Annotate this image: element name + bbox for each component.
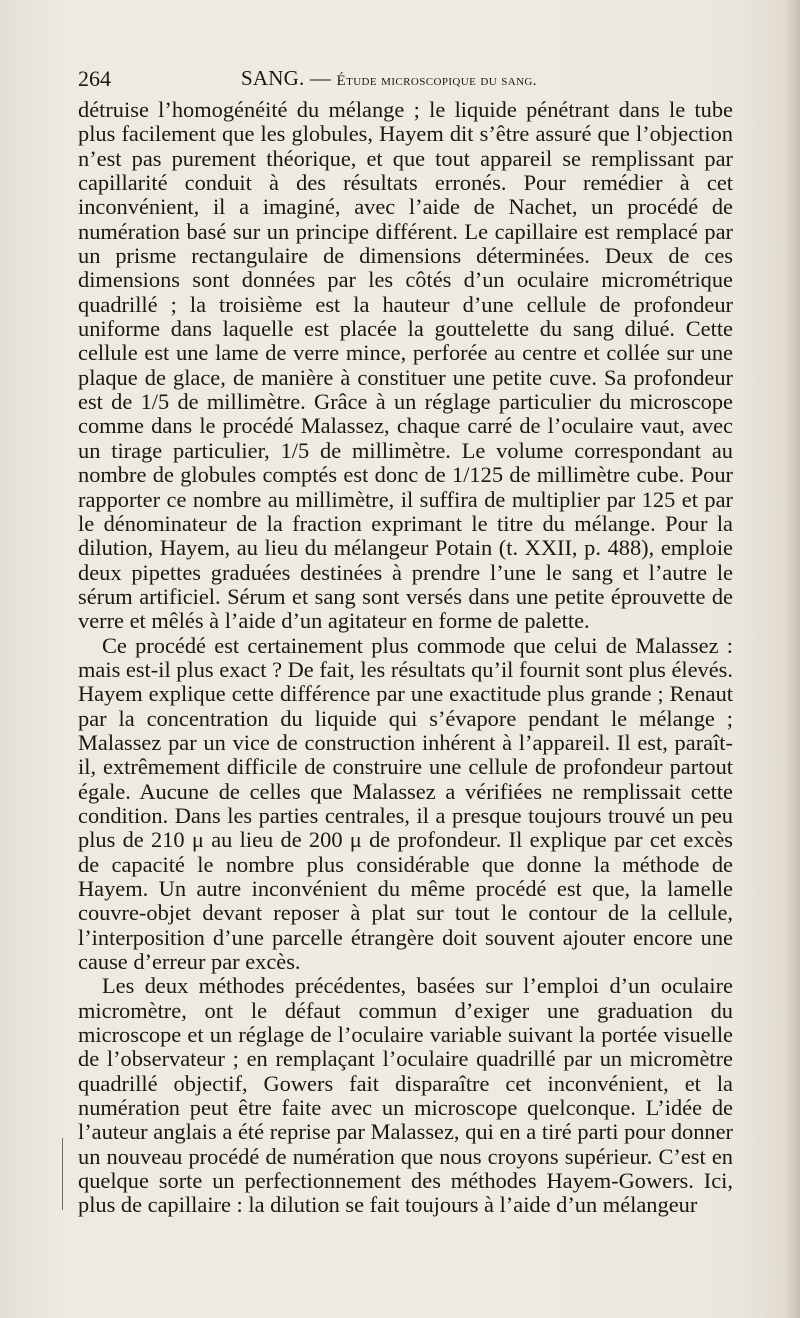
running-head-main: SANG. — (241, 66, 332, 90)
paragraph-hayem-comparison: Ce procédé est certainement plus commode que celui de Malassez : mais est-il plus exact ? De fait, les résultats qu’il fournit sont plus élevés. Hayem explique cette différence par une exactitude plus grande ; Renaut par la concentration du liquide qui s’évapore pendant le mélange ; Malassez par un vice de construction inhérent à l’appareil. Il est, paraît-il, extrêmement difficile de construire une cellule de profondeur partout égale. Aucune de celles que Malassez a vérifiées ne remplissait cette condition. Dans les parties centrales, il a presque toujours trouvé un peu plus de 210 μ au lieu de 200 μ de profondeur. Il explique par cet excès de capacité le nombre plus considérable que donne la méthode de Hayem. Un autre inconvénient du même procédé est que, la lamelle couvre-objet devant reposer à plat sur tout le contour de la cellule, l’interposition d’une parcelle étrangère doit souvent ajouter encore une cause d’erreur par excès. (78, 632, 733, 975)
running-head-subtitle: Étude microscopique du sang. (336, 73, 537, 89)
paragraph-continued: détruise l’homogénéité du mélange ; le liquide pénétrant dans le tube plus facilement que les globules, Hayem dit s’être assuré que l’objection n’est pas purement théorique, et que tout appareil se remplissant par capillarité conduit à des résultats erronés. Pour remédier à cet inconvénient, il a imaginé, avec l’aide de Nachet, un procédé de numération basé sur un principe différent. Le capillaire est remplacé par un prisme rectangulaire de dimensions déterminées. Deux de ces dimensions sont données par les côtés d’un oculaire micrométrique quadrillé ; la troisième est la hauteur d’une cellule de profondeur uniforme dans laquelle est placée la gouttelette du sang dilué. Cette cellule est une lame de verre mince, perforée au centre et collée sur une plaque de glace, de manière à constituer une petite cuve. Sa profondeur est de 1/5 de millimètre. Grâce à un réglage particulier du microscope comme dans le procédé Malassez, chaque carré de l’oculaire vaut, avec un tirage particulier, 1/5 de millimètre. Le volume correspondant au nombre de globules comptés est donc de 1/125 de millimètre cube. Pour rapporter ce nombre au millimètre, il suffira de multiplier par 125 et par le dénominateur de la fraction exprimant le titre du mélange. Pour la dilution, Hayem, au lieu du mélangeur Potain (t. XXII, p. 488), emploie deux pipettes graduées destinées à prendre l’une le sang et l’autre le sérum artificiel. Sérum et sang sont versés dans une petite éprouvette de verre et mêlés à l’aide d’un agitateur en forme de palette. (78, 97, 733, 634)
running-head (241, 66, 537, 91)
body-text (78, 98, 733, 1218)
page-edge-shadow (786, 0, 800, 1318)
margin-mark (62, 1138, 66, 1210)
paragraph-gowers-method: Les deux méthodes précédentes, basées sur l’emploi d’un oculaire micromètre, ont le défaut commun d’exiger une graduation du microscope et un réglage de l’oculaire variable suivant la portée visuelle de l’observateur ; en remplaçant l’oculaire quadrillé par un micromètre quadrillé objectif, Gowers fait disparaître cet inconvénient, et la numération peut être faite avec un microscope quelconque. L’idée de l’auteur anglais a été reprise par Malassez, qui en a tiré parti pour donner un nouveau procédé de numération que nous croyons supérieur. C’est en quelque sorte un perfectionnement des méthodes Hayem-Gowers. Ici, plus de capillaire : la dilution se fait toujours à l’aide d’un mélangeur (78, 973, 733, 1218)
page-header (78, 66, 738, 96)
page-number: 264 (78, 66, 111, 91)
